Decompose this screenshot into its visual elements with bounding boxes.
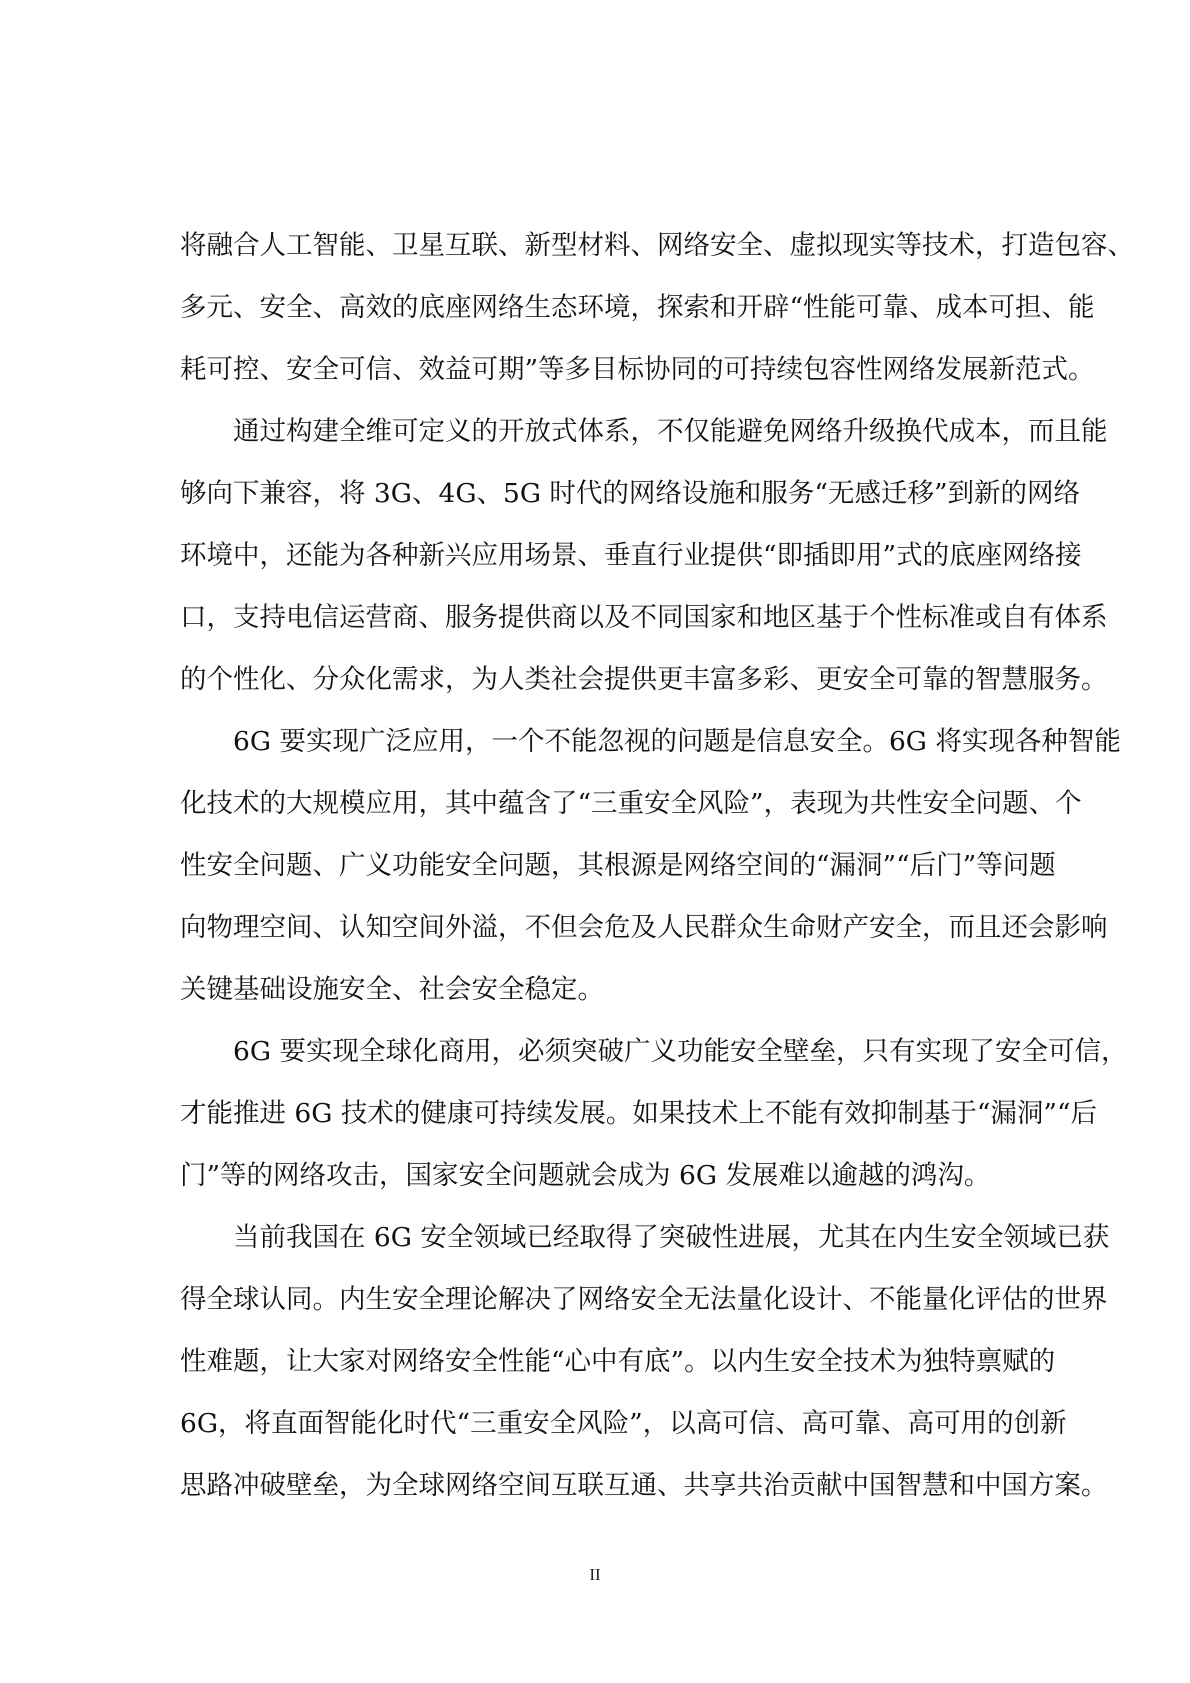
body-line: 向物理空间、认知空间外溢，不但会危及人民群众生命财产安全，而且还会影响 bbox=[180, 912, 1108, 943]
body-line: 得全球认同。内生安全理论解决了网络安全无法量化设计、不能量化评估的世界 bbox=[180, 1284, 1108, 1315]
body-line: 性难题，让大家对网络安全性能“心中有底”。以内生安全技术为独特禀赋的 bbox=[180, 1346, 1056, 1377]
body-line: 思路冲破壁垒，为全球网络空间互联互通、共享共治贡献中国智慧和中国方案。 bbox=[180, 1470, 1108, 1501]
body-line: 6G 要实现全球化商用，必须突破广义功能安全壁垒，只有实现了安全可信， bbox=[180, 1036, 1128, 1067]
body-line: 够向下兼容，将 3G、4G、5G 时代的网络设施和服务“无感迁移”到新的网络 bbox=[180, 478, 1081, 509]
body-line: 将融合人工智能、卫星互联、新型材料、网络安全、虚拟现实等技术，打造包容、 bbox=[180, 230, 1134, 261]
page-number: II bbox=[589, 1565, 601, 1584]
body-line: 当前我国在 6G 安全领域已经取得了突破性进展，尤其在内生安全领域已获 bbox=[180, 1222, 1110, 1253]
body-line: 门”等的网络攻击，国家安全问题就会成为 6G 发展难以逾越的鸿沟。 bbox=[180, 1160, 991, 1191]
body-line: 6G 要实现广泛应用，一个不能忽视的问题是信息安全。6G 将实现各种智能 bbox=[180, 726, 1121, 757]
body-line: 通过构建全维可定义的开放式体系，不仅能避免网络升级换代成本，而且能 bbox=[180, 416, 1108, 447]
body-line: 6G，将直面智能化时代“三重安全风险”，以高可信、高可靠、高可用的创新 bbox=[180, 1408, 1067, 1439]
document-body bbox=[180, 215, 1134, 1517]
body-line: 耗可控、安全可信、效益可期”等多目标协同的可持续包容性网络发展新范式。 bbox=[180, 354, 1095, 385]
body-line: 多元、安全、高效的底座网络生态环境，探索和开辟“性能可靠、成本可担、能 bbox=[180, 292, 1095, 323]
body-line: 性安全问题、广义功能安全问题，其根源是网络空间的“漏洞”“后门”等问题 bbox=[180, 850, 1056, 881]
body-line: 化技术的大规模应用，其中蕴含了“三重安全风险”，表现为共性安全问题、个 bbox=[180, 788, 1082, 819]
body-line: 关键基础设施安全、社会安全稳定。 bbox=[180, 974, 604, 1005]
body-line: 环境中，还能为各种新兴应用场景、垂直行业提供“即插即用”式的底座网络接 bbox=[180, 540, 1082, 571]
body-line: 的个性化、分众化需求，为人类社会提供更丰富多彩、更安全可靠的智慧服务。 bbox=[180, 664, 1108, 695]
body-line: 才能推进 6G 技术的健康可持续发展。如果技术上不能有效抑制基于“漏洞”“后 bbox=[180, 1098, 1098, 1129]
body-line: 口，支持电信运营商、服务提供商以及不同国家和地区基于个性标准或自有体系 bbox=[180, 602, 1108, 633]
